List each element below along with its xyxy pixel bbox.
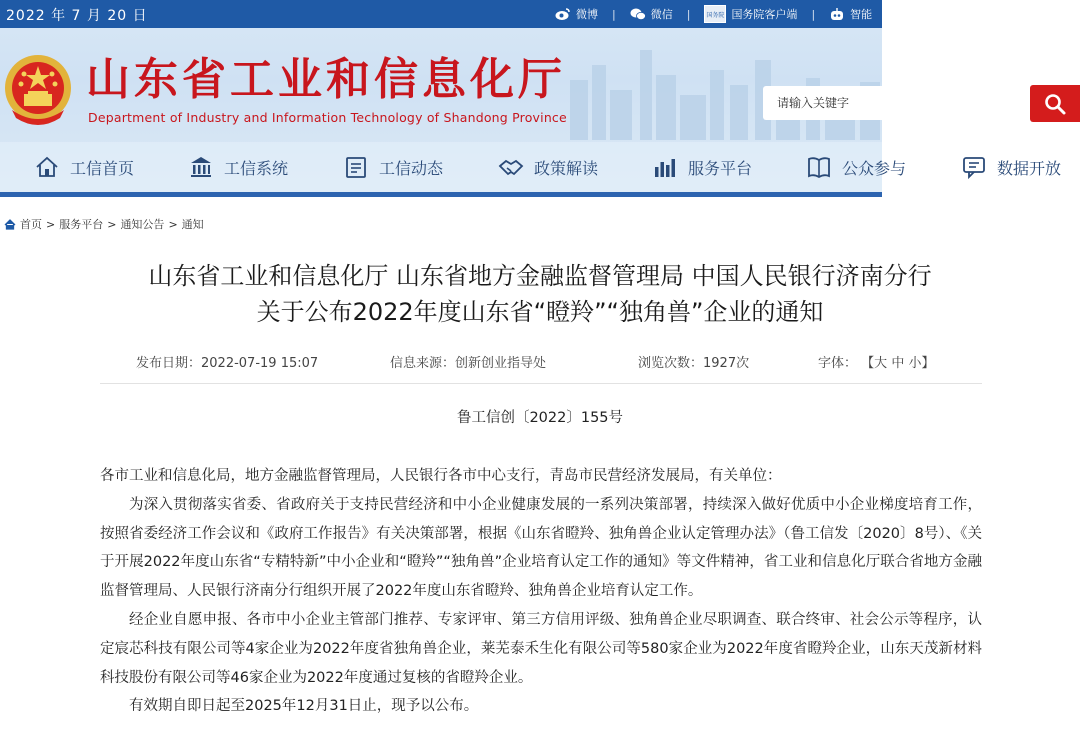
separator: | — [686, 7, 691, 21]
nav-label: 工信首页 — [70, 158, 135, 178]
national-emblem-icon — [2, 52, 74, 132]
article-title — [0, 258, 1080, 330]
breadcrumb-current[interactable]: 通知 — [181, 218, 204, 231]
nav-item-public[interactable] — [806, 142, 906, 192]
separator: | — [612, 7, 616, 21]
nav-label: 工信动态 — [379, 158, 444, 178]
nav-item-home[interactable] — [34, 142, 134, 192]
search-icon — [1043, 92, 1067, 116]
article-title-line2: 关于公布2022年度山东省“瞪羚”“独角兽”企业的通知 — [256, 298, 824, 326]
source-label: 信息来源： — [390, 356, 456, 371]
breadcrumb-service[interactable]: 服务平台 — [59, 218, 104, 231]
smart-label: 智能 — [850, 8, 873, 21]
publish-date-value: 2022-07-19 15:07 — [201, 356, 319, 371]
views-label: 浏览次数： — [638, 356, 704, 371]
nav-label: 服务平台 — [688, 158, 753, 178]
nav-item-news[interactable] — [343, 142, 443, 192]
document-icon — [343, 154, 369, 180]
breadcrumb-sep: > — [107, 217, 117, 231]
top-bar — [0, 0, 882, 28]
bracket: 】 — [921, 356, 935, 371]
nav-item-system[interactable] — [188, 142, 288, 192]
wechat-icon — [630, 7, 646, 21]
nav-label: 政策解读 — [534, 158, 599, 178]
wechat-link[interactable] — [630, 6, 673, 22]
nav-label: 公众参与 — [842, 158, 907, 178]
top-links — [555, 0, 872, 28]
font-size-large[interactable]: 大 — [874, 356, 888, 371]
view-count — [638, 352, 749, 371]
nav-label: 工信系统 — [224, 158, 289, 178]
font-size-small[interactable]: 小 — [908, 356, 922, 371]
smart-link[interactable] — [829, 6, 872, 22]
paragraph: 有效期自即日起至2025年12月31日止，现予以公布。 — [129, 698, 479, 715]
publish-date — [136, 352, 318, 371]
nav-item-policy[interactable] — [498, 142, 598, 192]
separator: | — [811, 7, 816, 21]
publish-date-label: 发布日期： — [136, 356, 202, 371]
nav-label: 数据开放 — [997, 158, 1062, 178]
weibo-label: 微博 — [576, 8, 598, 21]
article-title-line1: 山东省工业和信息化厅 山东省地方金融监督管理局 中国人民银行济南分行 — [148, 262, 932, 290]
wechat-label: 微信 — [650, 8, 673, 21]
document-number: 鲁工信创〔2022〕155号 — [456, 410, 624, 426]
gov-client-label: 国务院客户端 — [731, 8, 798, 21]
robot-icon — [829, 7, 845, 21]
site-header — [0, 0, 907, 197]
meta-divider — [100, 383, 982, 384]
font-size-label: 字体： — [818, 356, 858, 371]
nav-item-data[interactable] — [961, 142, 1061, 192]
main-nav — [0, 142, 907, 192]
article-body — [100, 462, 982, 721]
paragraph: 经企业自愿申报、各市中小企业主管部门推荐、专家评审、第三方信用评级、独角兽企业尽职调查、联合终审、社会公示等程序，认定宸芯科技有限公司等4家企业为2022年度省独角兽企业，莱芜泰禾生化有限公司等580家企业为2022年度省瞪羚企业，山东天茂新材料科技股份有限公司等46家企业为2022年度通过复核的省瞪羚企业。 — [100, 611, 982, 686]
nav-divider — [0, 192, 882, 197]
bracket: 【 — [861, 356, 875, 371]
breadcrumb — [4, 216, 204, 232]
site-subtitle: Department of Industry and Information Technology of Shandong Province — [88, 110, 567, 125]
search-input[interactable] — [763, 86, 903, 120]
font-size-control — [818, 352, 935, 371]
site-title: 山东省工业和信息化厅 — [86, 54, 566, 105]
source-value: 创新创业指导处 — [455, 356, 547, 371]
info-source — [390, 352, 546, 371]
chat-data-icon — [961, 154, 987, 180]
handshake-icon — [498, 154, 524, 180]
breadcrumb-notices[interactable]: 通知公告 — [120, 218, 165, 231]
home-icon — [4, 219, 16, 230]
breadcrumb-sep: > — [46, 217, 56, 231]
gov-client-link[interactable] — [704, 5, 797, 23]
book-icon — [806, 154, 832, 180]
paragraph: 为深入贯彻落实省委、省政府关于支持民营经济和中小企业健康发展的一系列决策部署，持续深入做好优质中小企业梯度培育工作，按照省委经济工作会议和《政府工作报告》有关决策部署，根据《山东省瞪羚、独角兽企业认定管理办法》（鲁工信发〔2020〕8号）、《关于开展2022年度山东省“专精特新”中小企业和“瞪羚”“独角兽”企业培育认定工作的通知》等文件精神，省工业和信息化厅联合省地方金融监督管理局、人民银行济南分行组织开展了2022年度山东省瞪羚、独角兽企业培育认定工作。 — [100, 496, 982, 600]
font-size-medium[interactable]: 中 — [891, 356, 905, 371]
breadcrumb-home[interactable]: 首页 — [20, 218, 42, 231]
views-value: 1927次 — [703, 356, 750, 371]
breadcrumb-sep: > — [168, 217, 178, 231]
bar-chart-icon — [652, 154, 678, 180]
gov-client-icon: 国务院 — [704, 5, 726, 23]
weibo-link[interactable] — [555, 6, 598, 22]
nav-item-service[interactable] — [652, 142, 752, 192]
building-icon — [188, 154, 214, 180]
paragraph-salutation: 各市工业和信息化局，地方金融监督管理局，人民银行各市中心支行，青岛市民营经济发展局，有关单位： — [100, 468, 782, 484]
search-button[interactable] — [1030, 85, 1080, 122]
weibo-icon — [555, 7, 571, 21]
home-icon — [34, 154, 60, 180]
current-date: 2022 年 7 月 20 日 — [6, 8, 148, 24]
